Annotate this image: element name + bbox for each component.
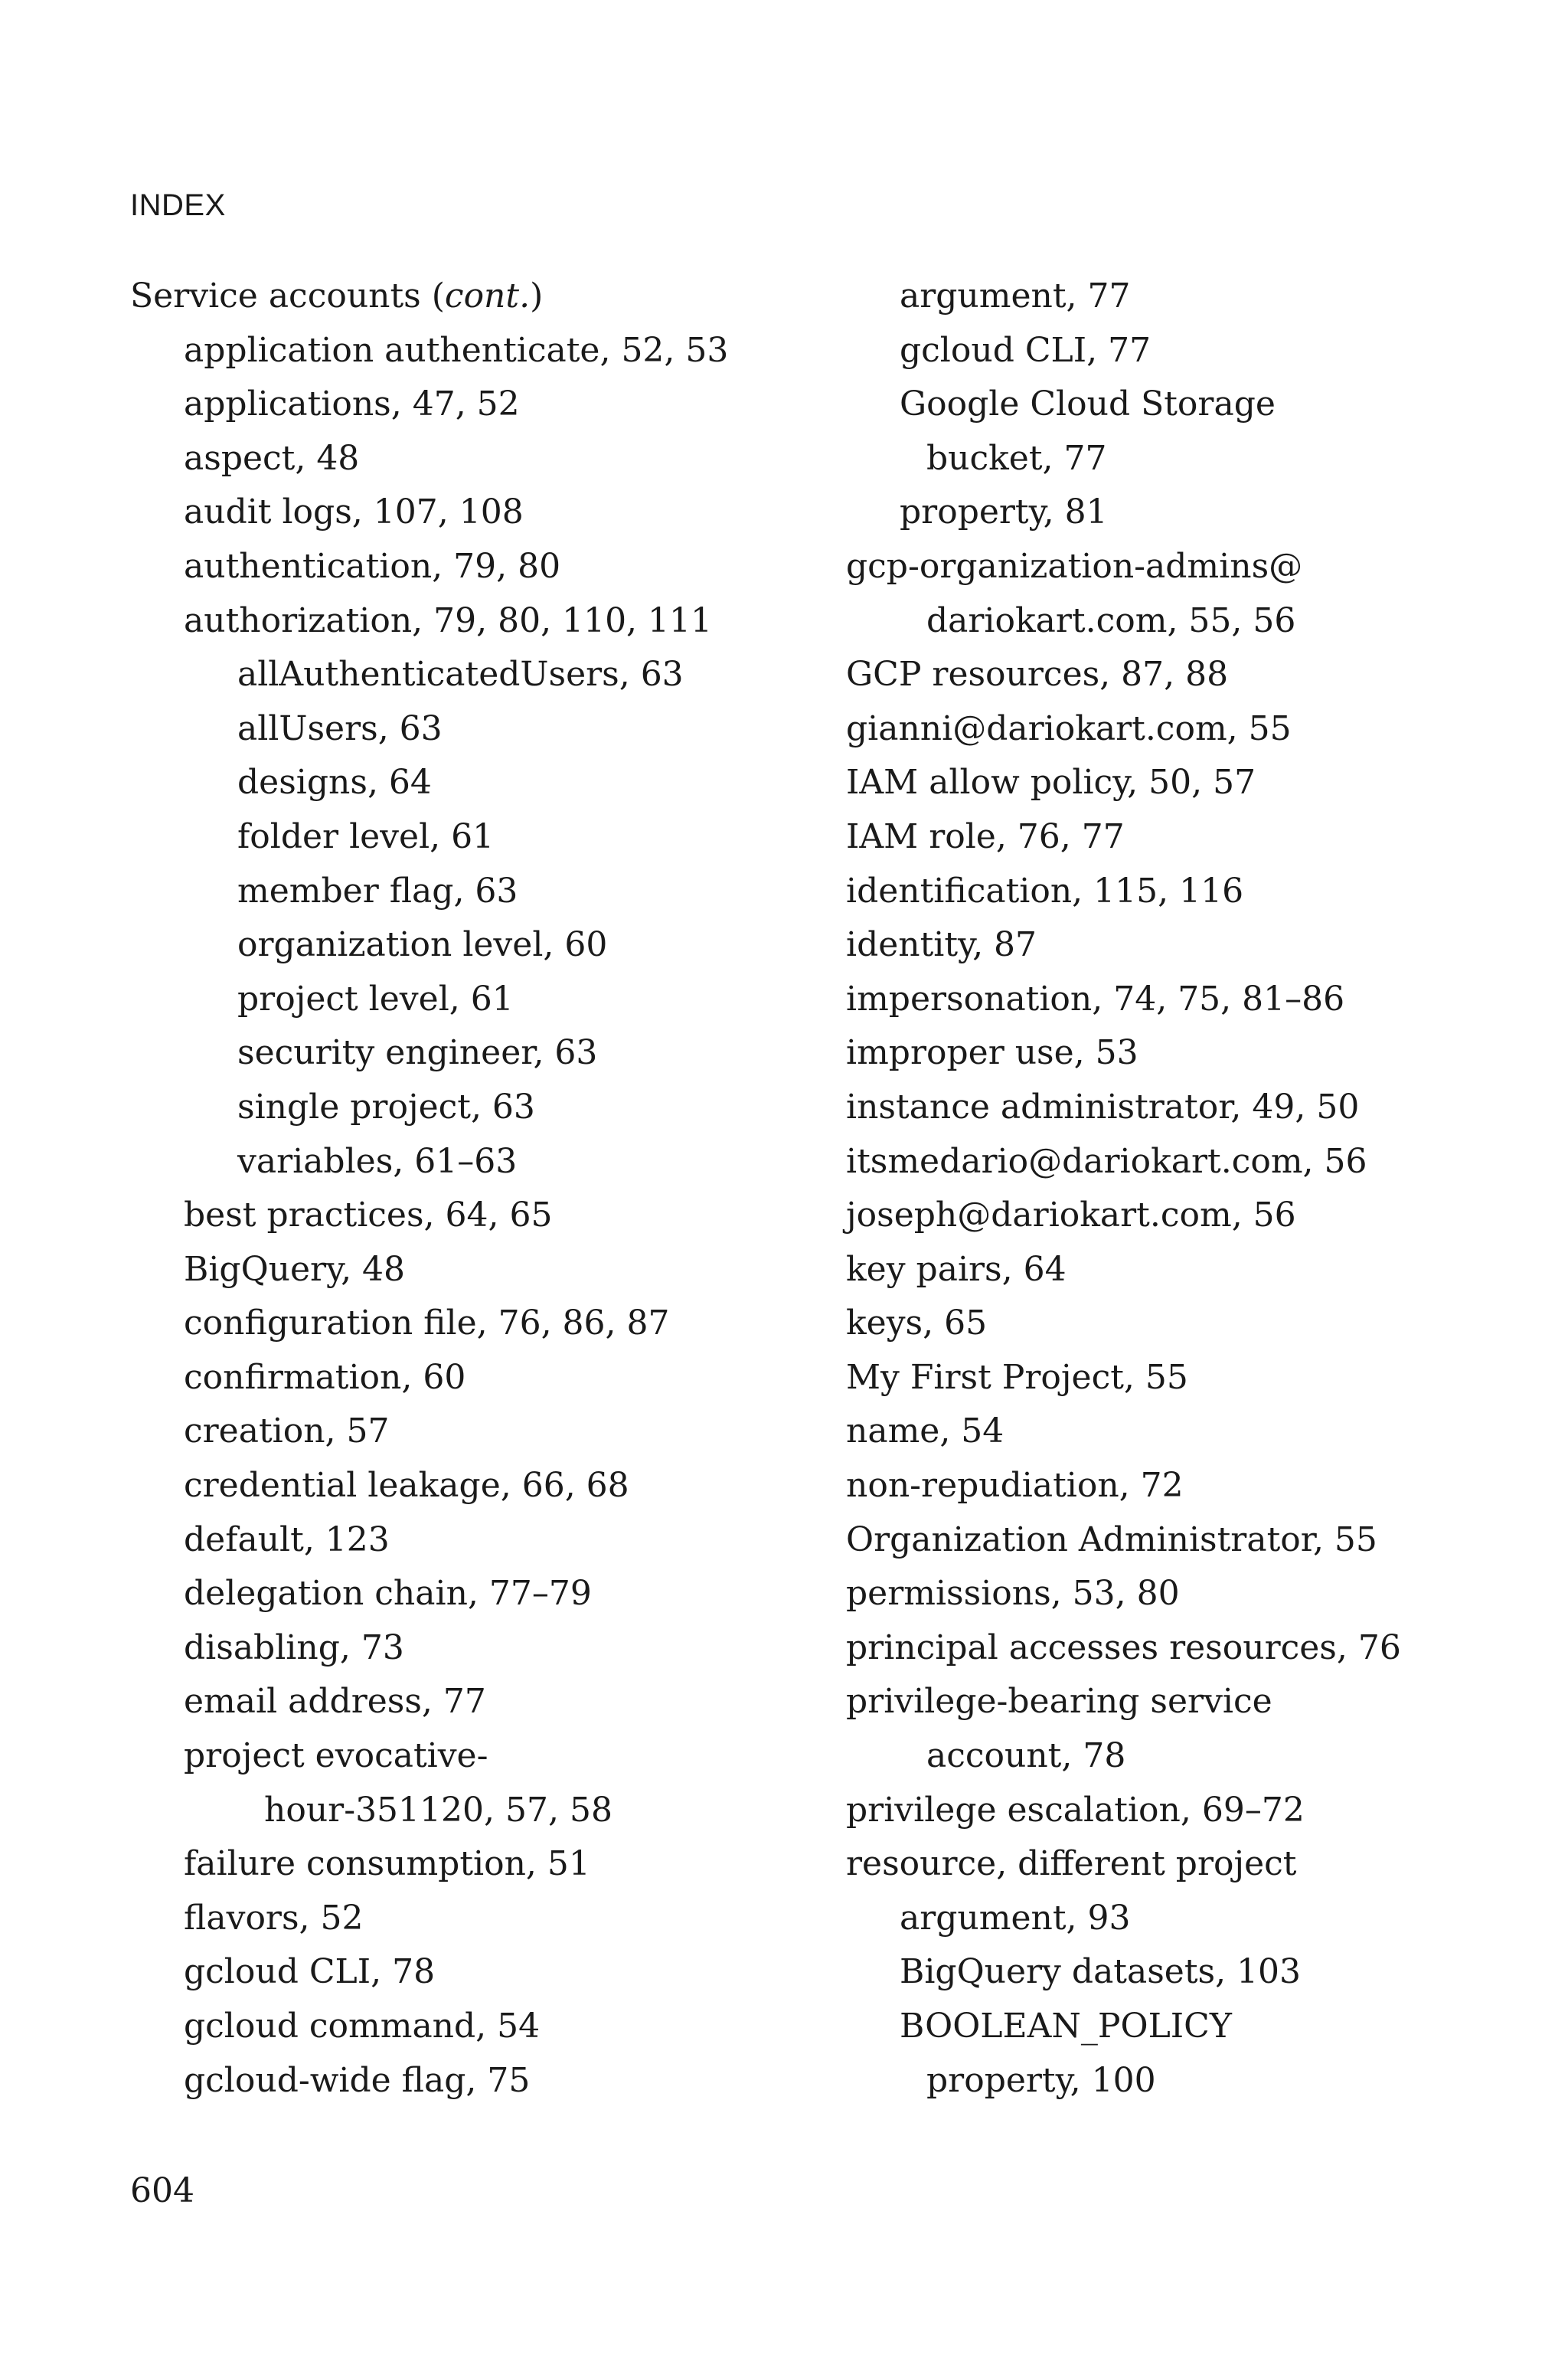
index-entry <box>130 1513 819 1568</box>
index-entry-text: audit logs, 107, 108 <box>184 492 524 532</box>
index-entry-text: identification, 115, 116 <box>846 871 1244 911</box>
index-entry <box>846 378 1535 432</box>
index-entry-text: authentication, 79, 80 <box>184 546 561 586</box>
running-head: INDEX <box>130 188 226 222</box>
index-entry <box>846 1621 1535 1676</box>
index-entry <box>130 1675 819 1729</box>
index-entry <box>130 1243 819 1297</box>
index-entry <box>130 1892 819 1946</box>
index-entry-text: configuration file, 76, 86, 87 <box>184 1303 670 1343</box>
index-entry-text: allAuthenticatedUsers, 63 <box>237 655 684 695</box>
index-entry <box>130 648 819 702</box>
index-entry <box>846 1513 1535 1568</box>
index-entry-text: default, 123 <box>184 1519 390 1559</box>
index-entry <box>846 324 1535 378</box>
index-entry-text: organization level, 60 <box>237 925 608 965</box>
index-entry-text: resource, different project <box>846 1844 1297 1884</box>
index-entry-text: gcloud CLI, 77 <box>900 330 1152 370</box>
index-entry-text: failure consumption, 51 <box>184 1844 590 1884</box>
index-entry <box>846 270 1535 324</box>
index-entry <box>846 810 1535 865</box>
index-entry-text: privilege-bearing service <box>846 1682 1272 1722</box>
index-entry-text: instance administrator, 49, 50 <box>846 1087 1360 1127</box>
index-entry <box>846 1135 1535 1189</box>
index-entry-text: gianni@dariokart.com, 55 <box>846 708 1292 748</box>
index-entry-text: Organization Administrator, 55 <box>846 1519 1377 1559</box>
index-entry-text: flavors, 52 <box>184 1898 364 1938</box>
index-entry-text: name, 54 <box>846 1411 1004 1451</box>
index-column-left <box>130 270 819 2108</box>
index-entry-text: creation, 57 <box>184 1411 390 1451</box>
index-entry <box>130 324 819 378</box>
index-entry <box>130 1567 819 1621</box>
index-entry <box>130 2000 819 2054</box>
index-column-right <box>846 270 1535 2108</box>
index-entry <box>846 1837 1535 1892</box>
index-entry <box>130 865 819 919</box>
index-entry-text: application authenticate, 52, 53 <box>184 330 729 370</box>
index-entry <box>130 1945 819 2000</box>
index-entry-text: argument, 77 <box>900 276 1131 316</box>
index-entry-text: improper use, 53 <box>846 1033 1138 1073</box>
index-entry <box>846 486 1535 540</box>
index-entry <box>130 1135 819 1189</box>
index-entry <box>130 1459 819 1513</box>
index-entry-text: folder level, 61 <box>237 816 495 856</box>
index-entry <box>846 1675 1535 1729</box>
index-entry-text: single project, 63 <box>237 1087 535 1127</box>
index-entry <box>846 1189 1535 1243</box>
index-entry <box>130 378 819 432</box>
index-entry-text: property, 100 <box>926 2060 1156 2100</box>
index-entry <box>846 756 1535 810</box>
index-entry-text: gcloud-wide flag, 75 <box>184 2060 531 2100</box>
index-entry-text: principal accesses resources, 76 <box>846 1627 1401 1667</box>
index-entry-text: hour-351120, 57, 58 <box>264 1790 612 1830</box>
index-entry-text: dariokart.com, 55, 56 <box>926 600 1296 640</box>
index-entry-text: project level, 61 <box>237 979 514 1019</box>
index-entry-italic: cont. <box>444 276 531 316</box>
index-entry <box>846 2054 1535 2108</box>
index-entry <box>130 2054 819 2108</box>
index-entry <box>130 1405 819 1459</box>
index-entry <box>130 1837 819 1892</box>
index-entry <box>846 918 1535 973</box>
index-entry-text: bucket, 77 <box>926 438 1107 478</box>
index-entry-text: joseph@dariokart.com, 56 <box>846 1196 1296 1235</box>
index-entry <box>130 270 819 324</box>
index-entry-text: member flag, 63 <box>237 871 518 911</box>
index-entry <box>846 1351 1535 1405</box>
index-entry-text: key pairs, 64 <box>846 1249 1067 1289</box>
index-entry-text: delegation chain, 77–79 <box>184 1574 592 1614</box>
index-entry-text: variables, 61–63 <box>237 1141 518 1181</box>
index-entry-text: GCP resources, 87, 88 <box>846 655 1229 695</box>
index-entry <box>130 702 819 757</box>
index-entry-text: argument, 93 <box>900 1898 1131 1938</box>
index-entry-text: privilege escalation, 69–72 <box>846 1790 1305 1830</box>
index-entry <box>130 1784 819 1838</box>
page-number: 604 <box>130 2171 194 2210</box>
index-entry <box>130 1081 819 1135</box>
index-entry <box>130 810 819 865</box>
index-entry <box>130 1026 819 1081</box>
index-entry-suffix: ) <box>530 276 544 316</box>
index-entry <box>846 1945 1535 2000</box>
index-entry-text: property, 81 <box>900 492 1108 532</box>
index-entry <box>130 973 819 1027</box>
index-entry-text: aspect, 48 <box>184 438 360 478</box>
index-entry-text: email address, 77 <box>184 1682 486 1722</box>
index-entry-text: allUsers, 63 <box>237 708 443 748</box>
index-entry <box>130 756 819 810</box>
index-entry <box>846 702 1535 757</box>
index-entry <box>130 1351 819 1405</box>
index-entry-text: confirmation, 60 <box>184 1357 466 1397</box>
index-entry-text: identity, 87 <box>846 925 1037 965</box>
index-entry-text: security engineer, 63 <box>237 1033 598 1073</box>
index-entry-text: account, 78 <box>926 1736 1126 1776</box>
index-entry <box>130 1297 819 1351</box>
index-entry-text: disabling, 73 <box>184 1627 404 1667</box>
index-entry <box>130 918 819 973</box>
index-entry <box>846 1459 1535 1513</box>
index-entry <box>846 594 1535 649</box>
index-entry <box>846 865 1535 919</box>
index-entry-text: keys, 65 <box>846 1303 988 1343</box>
index-entry-text: BigQuery, 48 <box>184 1249 406 1289</box>
index-entry-text: permissions, 53, 80 <box>846 1574 1180 1614</box>
index-entry <box>846 973 1535 1027</box>
index-entry-text: itsmedario@dariokart.com, 56 <box>846 1141 1367 1181</box>
index-entry <box>130 1729 819 1784</box>
index-entry <box>130 1621 819 1676</box>
index-entry <box>130 594 819 649</box>
index-entry-text: gcloud command, 54 <box>184 2007 541 2046</box>
index-entry-text: IAM allow policy, 50, 57 <box>846 763 1256 803</box>
index-entry-text: Service accounts ( <box>130 276 445 316</box>
index-entry-text: gcloud CLI, 78 <box>184 1952 436 1992</box>
index-entry-text: credential leakage, 66, 68 <box>184 1466 629 1506</box>
index-entry <box>846 1729 1535 1784</box>
index-entry <box>846 1081 1535 1135</box>
index-entry-text: My First Project, 55 <box>846 1357 1188 1397</box>
index-entry-text: designs, 64 <box>237 763 432 803</box>
index-entry <box>130 1189 819 1243</box>
index-entry-text: gcp-organization-admins@ <box>846 546 1303 586</box>
index-entry-text: best practices, 64, 65 <box>184 1196 553 1235</box>
index-entry <box>846 1243 1535 1297</box>
index-entry <box>130 486 819 540</box>
index-entry <box>846 1405 1535 1459</box>
index-entry <box>130 540 819 594</box>
index-entry <box>130 432 819 486</box>
index-entry <box>846 540 1535 594</box>
index-entry-text: non-repudiation, 72 <box>846 1466 1184 1506</box>
index-entry-text: authorization, 79, 80, 110, 111 <box>184 600 713 640</box>
index-entry-text: applications, 47, 52 <box>184 384 520 424</box>
index-entry <box>846 1784 1535 1838</box>
index-entry <box>846 1026 1535 1081</box>
index-entry <box>846 432 1535 486</box>
index-entry <box>846 648 1535 702</box>
index-entry-text: BigQuery datasets, 103 <box>900 1952 1302 1992</box>
index-entry-text: IAM role, 76, 77 <box>846 816 1125 856</box>
index-entry-text: Google Cloud Storage <box>900 384 1276 424</box>
index-entry-text: impersonation, 74, 75, 81–86 <box>846 979 1345 1019</box>
index-entry-text: project evocative- <box>184 1736 488 1776</box>
index-entry <box>846 1297 1535 1351</box>
index-entry <box>846 1567 1535 1621</box>
index-entry-text: BOOLEAN_POLICY <box>900 2007 1232 2046</box>
index-entry <box>846 2000 1535 2054</box>
index-entry <box>846 1892 1535 1946</box>
